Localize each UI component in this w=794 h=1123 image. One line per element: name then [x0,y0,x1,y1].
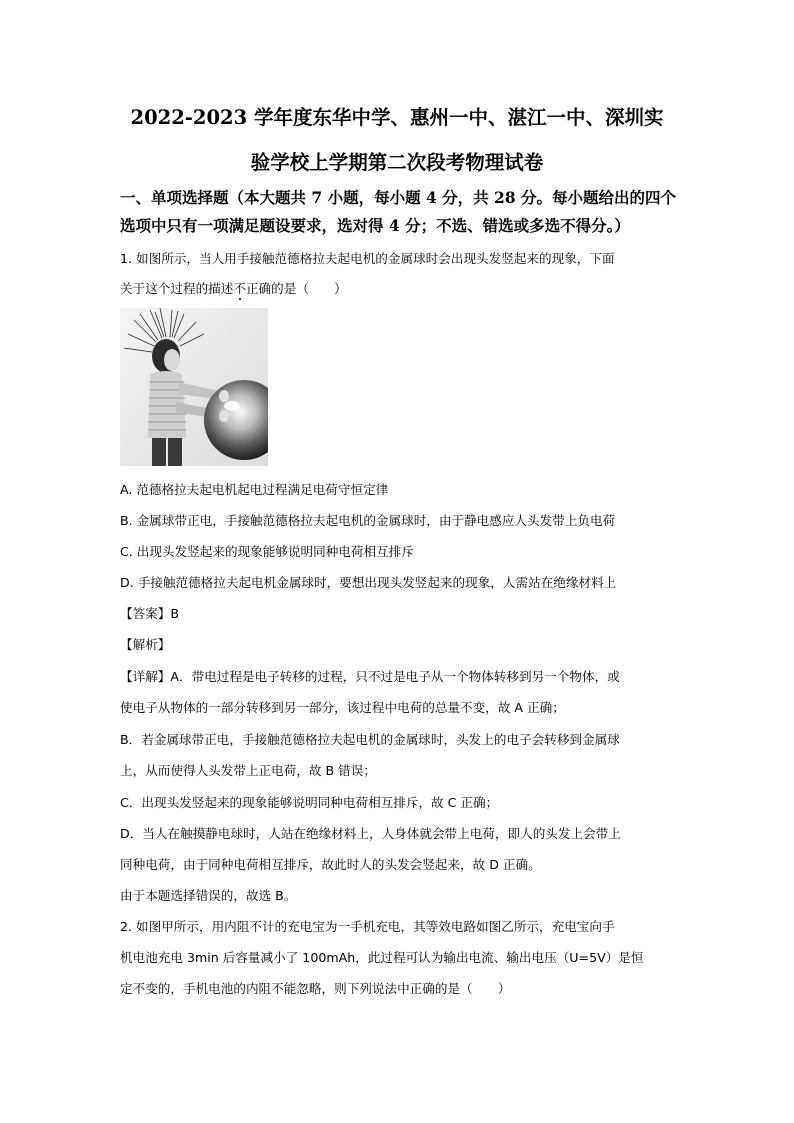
section-heading-line-2: 选项中只有一项满足题设要求，选对得 4 分；不选、错选或多选不得分。） [120,216,630,235]
question-1-option-a: A. 范德格拉夫起电机起电过程满足电荷守恒定律 [120,482,389,497]
question-1-stem-line-2 [120,278,347,297]
section-heading-line-1: 一、单项选择题（本大题共 7 小题，每小题 4 分，共 28 分。每小题给出的四个 [120,188,677,207]
question-2-stem-line-2: 机电池充电 3min 后容量减小了 100mAh，此过程可认为输出电流、输出电压（U=5V）是恒 [120,950,644,965]
van-de-graaff-photo [120,308,268,466]
question-1-detail-line: 使电子从物体的一部分转移到另一部分，该过程中电荷的总量不变，故 A 正确； [120,700,565,715]
question-2-stem-line-3: 定不变的，手机电池的内阻不能忽略，则下列说法中正确的是（ ） [120,981,511,996]
question-1-option-c: C. 出现头发竖起来的现象能够说明同种电荷相互排斥 [120,544,414,559]
exam-title-line-1: 2022-2023 学年度东华中学、惠州一中、湛江一中、深圳实 [130,106,664,129]
question-1-conclusion: 由于本题选择错误的，故选 B。 [120,888,297,903]
emphasized-word: 不 [233,281,246,296]
question-1-detail-line: B．若金属球带正电，手接触范德格拉夫起电机的金属球时，头发上的电子会转移到金属球 [120,732,620,747]
question-1-detail-line: 【详解】A．带电过程是电子转移的过程，只不过是电子从一个物体转移到另一个物体，或 [120,669,620,684]
question-1-answer: 【答案】B [120,606,180,621]
question-1-analysis-label: 【解析】 [120,637,171,652]
question-1-stem-line-1: 1. 如图所示，当人用手接触范德格拉夫起电机的金属球时会出现头发竖起来的现象，下面 [120,251,615,266]
question-2-stem-line-1: 2. 如图甲所示，用内阻不计的充电宝为一手机充电，其等效电路如图乙所示，充电宝向手 [120,919,615,934]
question-1-detail-line: D．当人在触摸静电球时，人站在绝缘材料上，人身体就会带上电荷，即人的头发上会带上 [120,826,621,841]
exam-title-line-2: 验学校上学期第二次段考物理试卷 [250,151,544,174]
question-1-detail-line: 上，从而使得人头发带上正电荷，故 B 错误； [120,763,376,778]
stem-text: 正确的是（ ） [245,281,347,296]
question-1-option-d: D. 手接触范德格拉夫起电机金属球时，要想出现头发竖起来的现象，人需站在绝缘材料上 [120,575,617,590]
stem-text: 关于这个过程的描述 [120,281,234,296]
question-1-detail-line: 同种电荷，由于同种电荷相互排斥，故此时人的头发会竖起来，故 D 正确。 [120,857,541,872]
question-1-detail-line: C．出现头发竖起来的现象能够说明同种电荷相互排斥，故 C 正确； [120,795,499,810]
question-1-option-b: B. 金属球带正电，手接触范德格拉夫起电机的金属球时，由于静电感应人头发带上负电荷 [120,513,616,528]
